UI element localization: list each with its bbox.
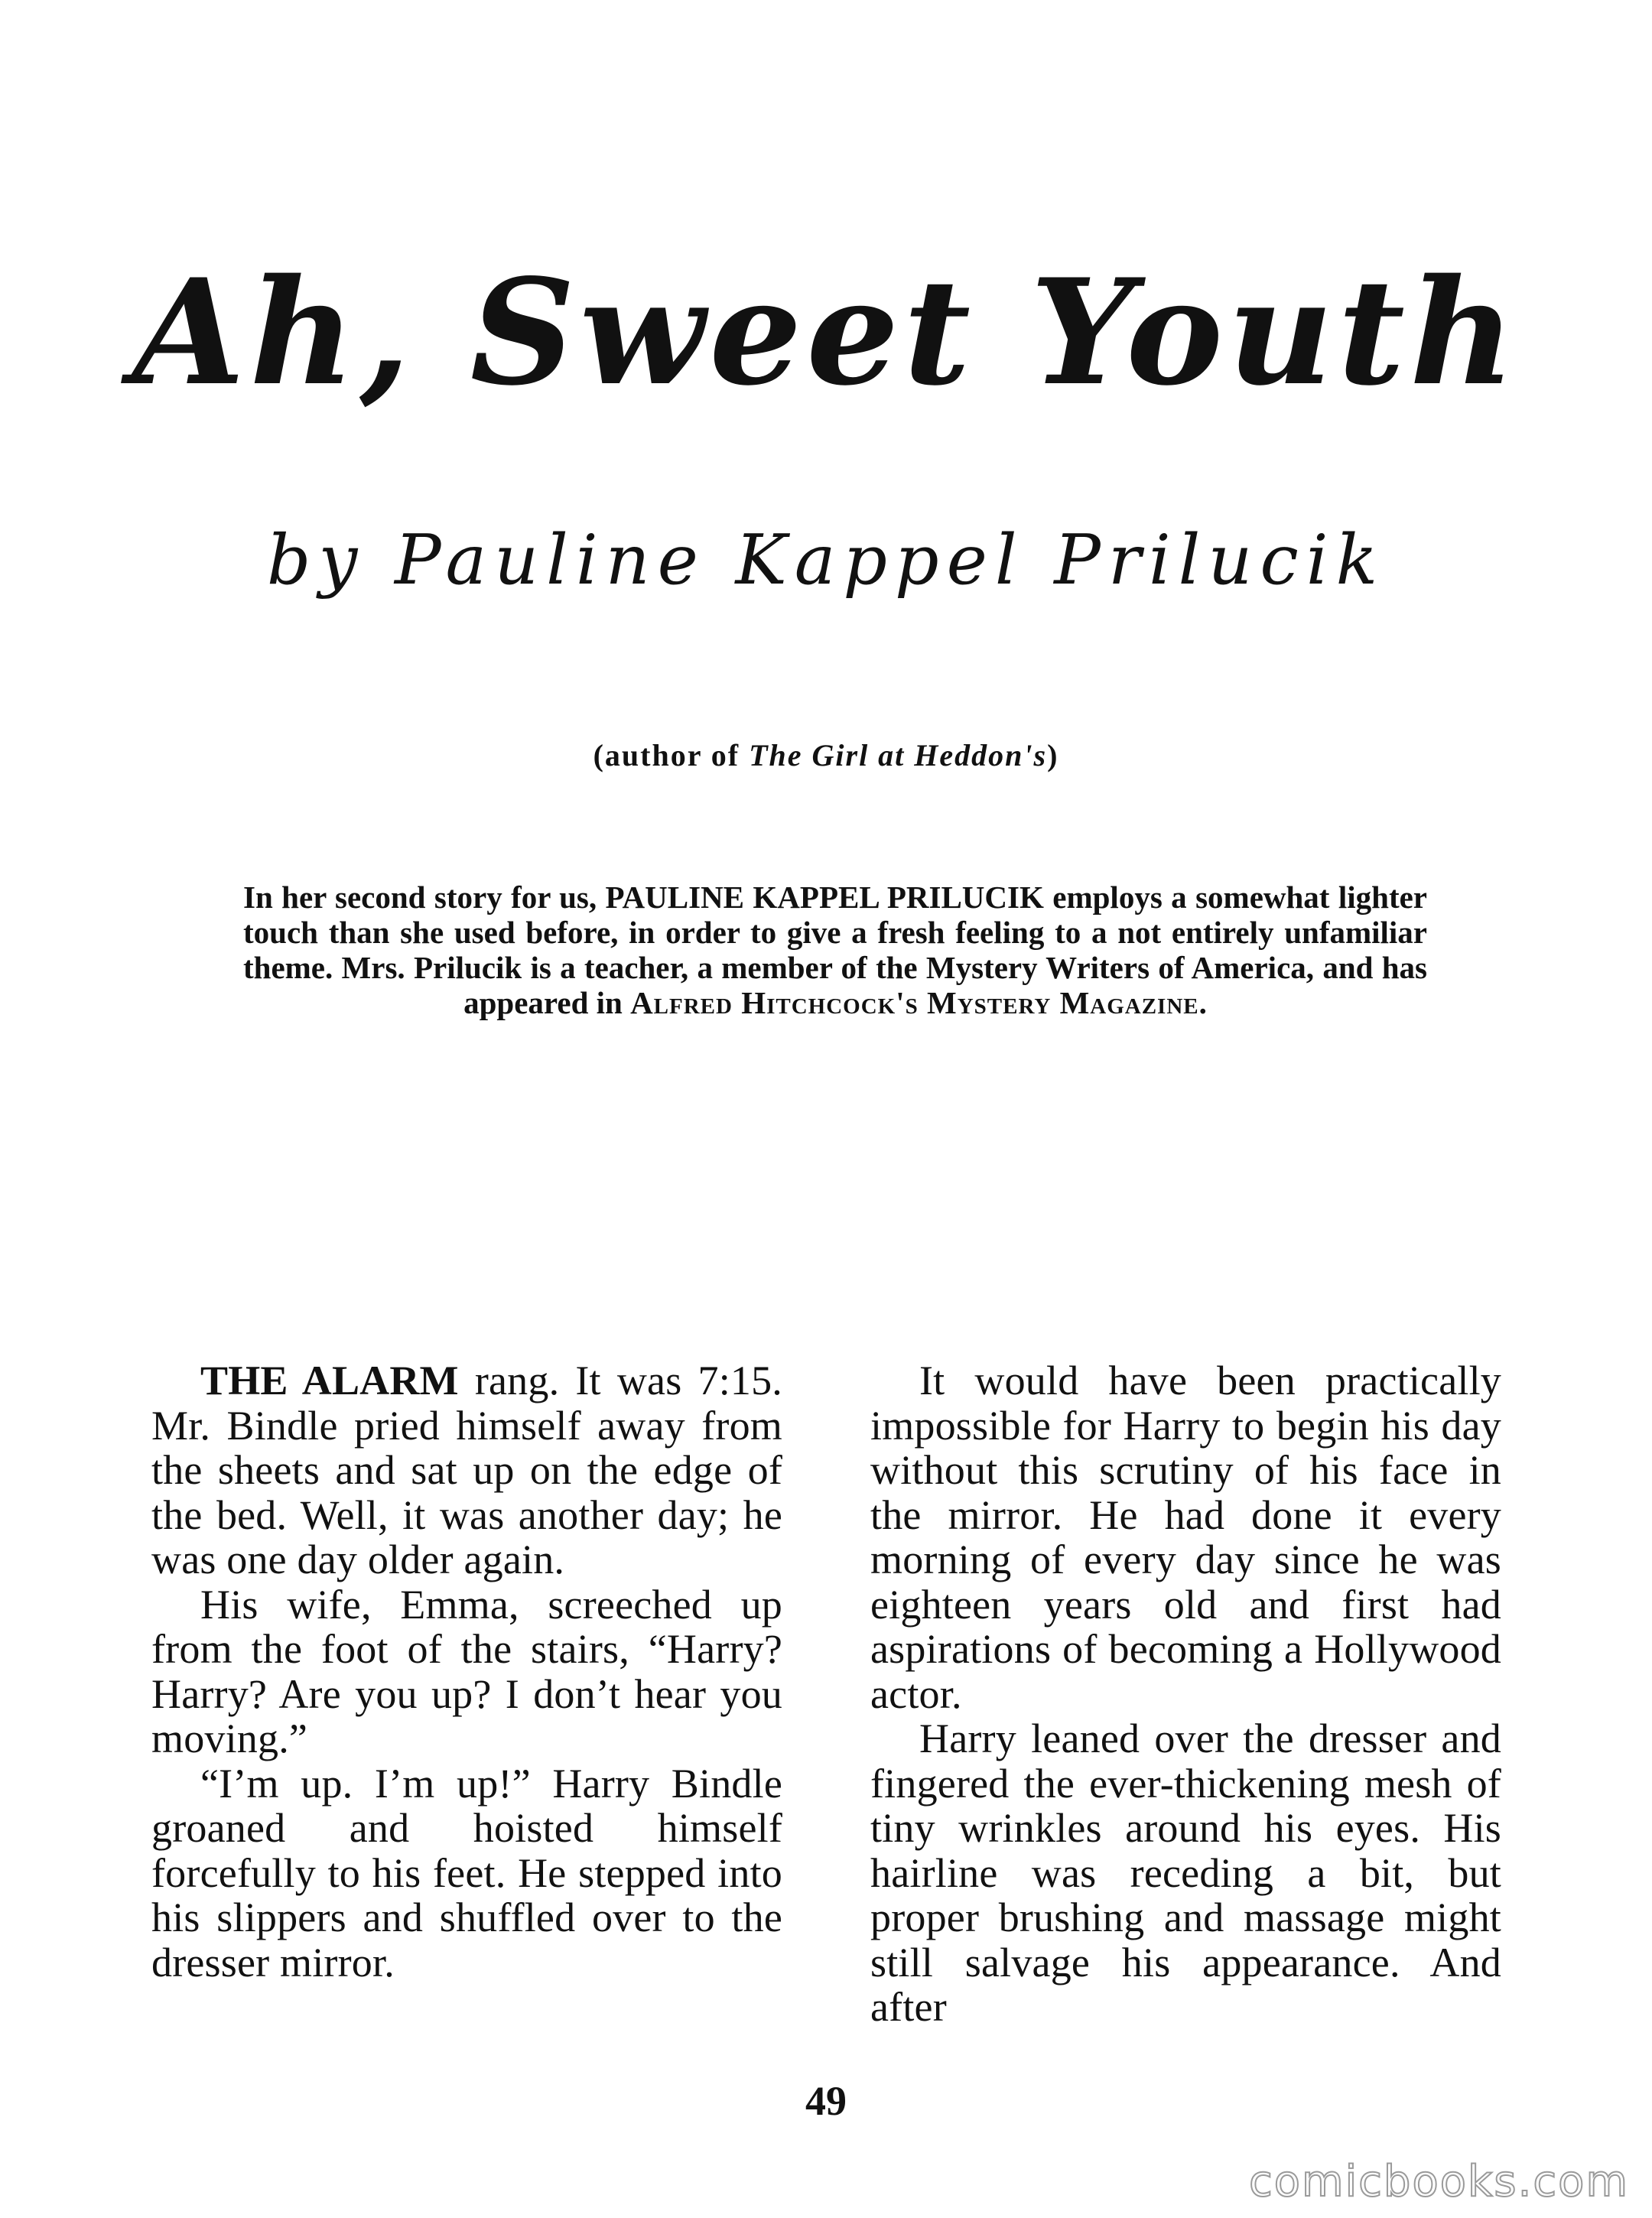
story-byline: by Pauline Kappel Prilucik — [266, 520, 1386, 600]
author-credit-prefix: (author of — [593, 738, 750, 772]
lead-in-text: THE ALARM — [200, 1358, 459, 1403]
paragraph: Harry leaned over the dresser and fingered the ever-thickening mesh of tiny wrinkles around his eyes. His hairline was receding a bit, but proper brushing and massage might still salvage his appearance. And after — [870, 1716, 1501, 2030]
intro-magazine-name: Alfred Hitchcock's Mystery Magazine — [630, 985, 1199, 1020]
page-number: 49 — [805, 2078, 847, 2124]
paragraph — [151, 1358, 782, 1582]
story-column-left — [151, 1358, 782, 1985]
paragraph-text: rang. It was 7:15. Mr. Bindle pried himself away from the sheets and sat up on the edge of the bed. Well, it was another day; he was one day older again. — [151, 1358, 783, 1582]
author-credit-book-title: The Girl at Heddon's — [749, 738, 1048, 772]
paragraph: “I’m up. I’m up!” Harry Bindle groaned and hoisted himself forcefully to his feet. He stepped into his slippers and shuffled over to the dresser mirror. — [151, 1760, 782, 1985]
author-credit — [0, 740, 1652, 771]
story-title: Ah, Sweet Youth — [132, 247, 1520, 418]
paragraph: It would have been practically impossible for Harry to begin his day without this scrutiny of his face in the mirror. He had done it every morning of every day since he was eighteen years old and first had aspirations of becoming a Hollywood actor. — [870, 1358, 1501, 1717]
paragraph: His wife, Emma, screeched up from the foot of the stairs, “Harry? Harry? Are you up? I don’t hear you moving.” — [151, 1581, 782, 1761]
intro-text: In her second story for us, PAULINE KAPPEL PRILUCIK employs a somewhat lighter touch than she used before, in order to give a fresh feeling to a not entirely unfamiliar theme. Mrs. Prilucik is a teacher, a member of the Mystery Writers of America, and has appeared in — [243, 880, 1427, 1020]
editor-introduction — [243, 880, 1427, 1020]
story-column-right — [870, 1358, 1501, 2030]
watermark: comicbooks.com — [1248, 2157, 1629, 2207]
intro-end: . — [1198, 985, 1207, 1020]
author-credit-suffix: ) — [1047, 738, 1059, 772]
